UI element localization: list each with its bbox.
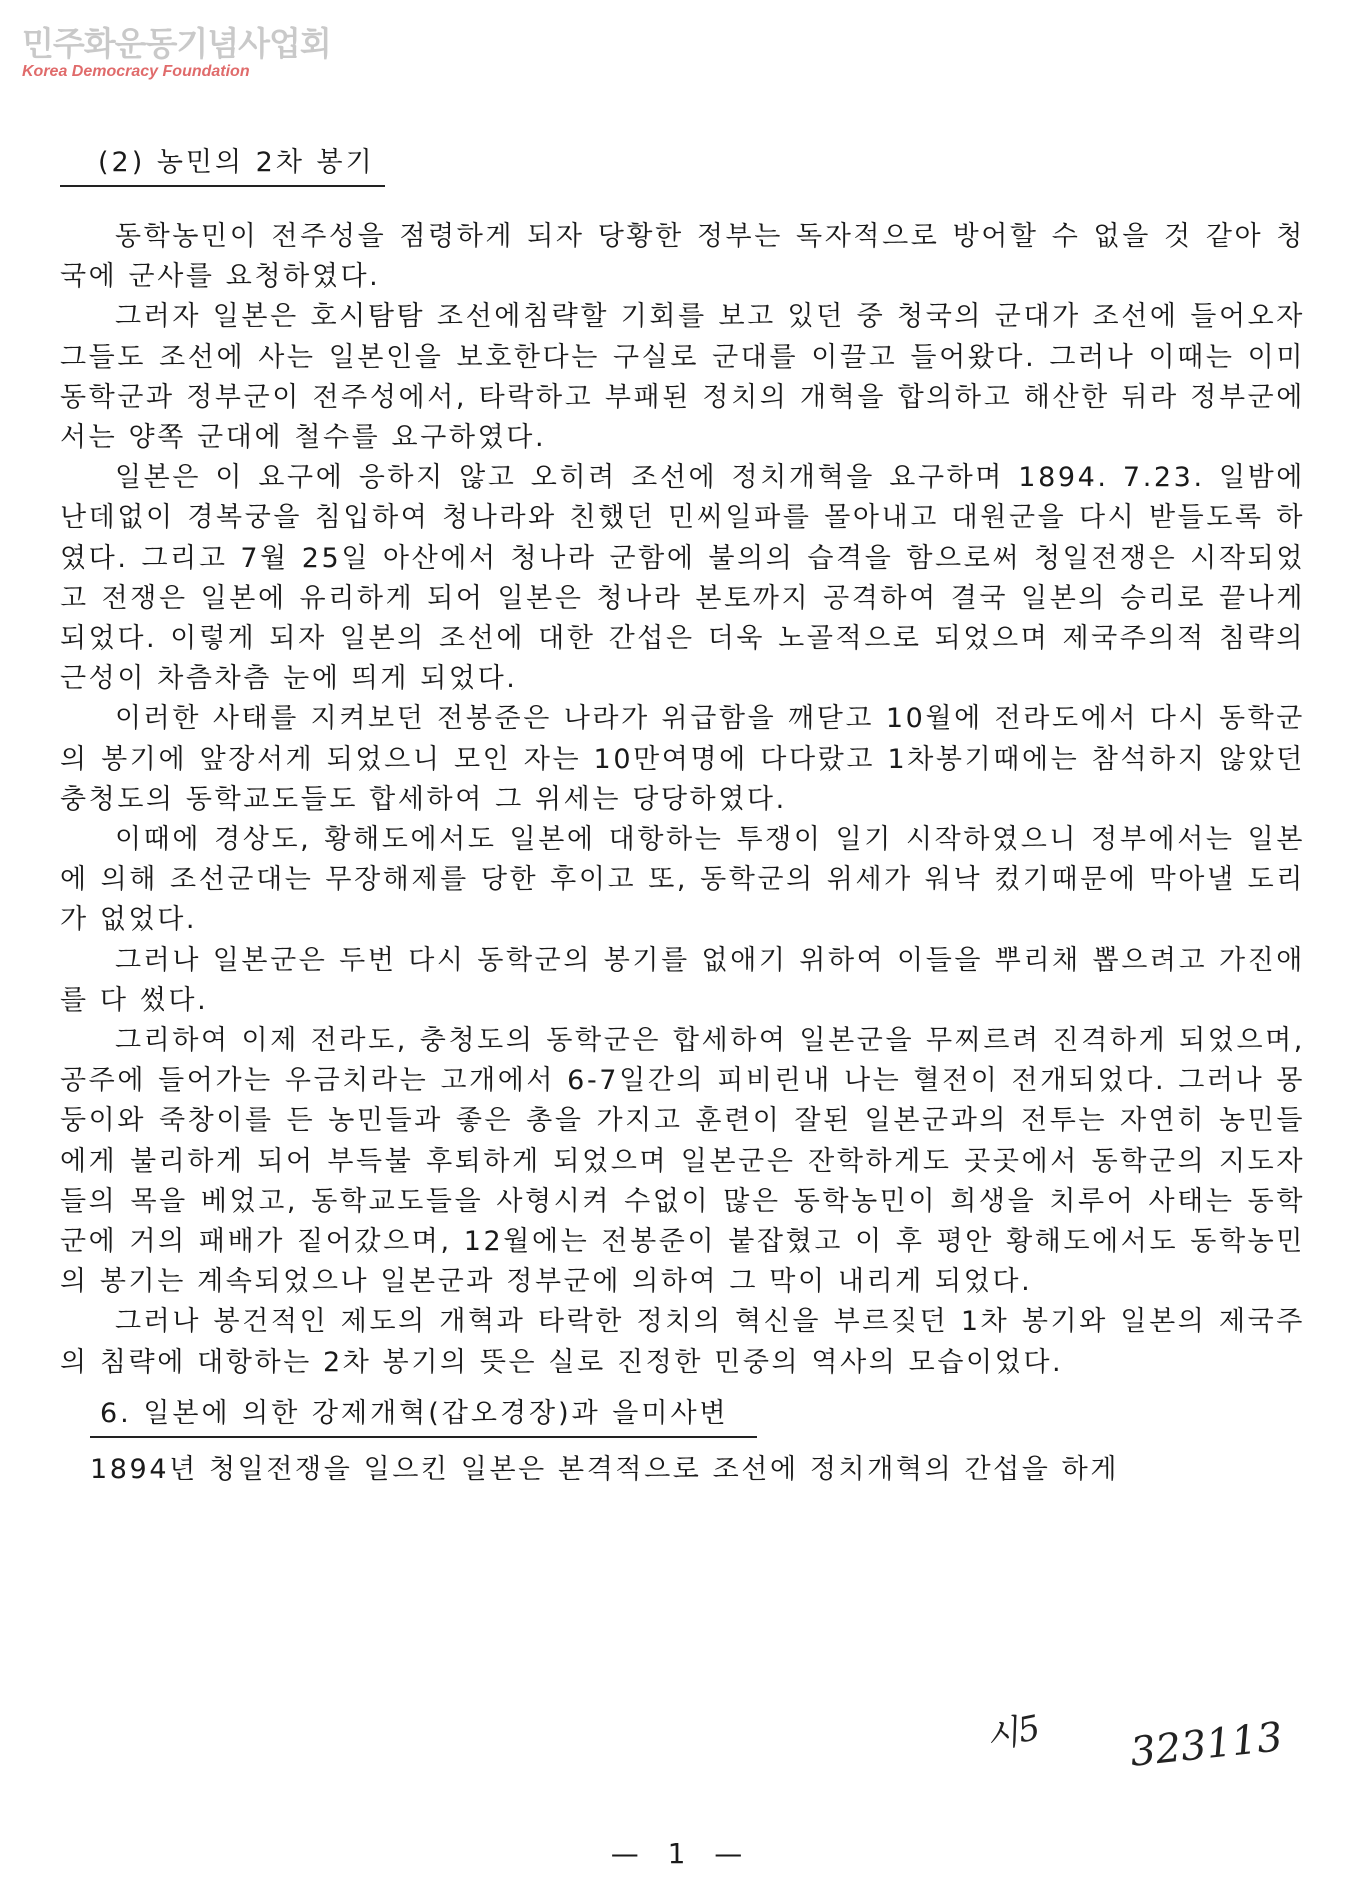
paragraph: 1894년 청일전쟁을 일으킨 일본은 본격적으로 조선에 정치개혁의 간섭을 하게 <box>90 1453 1120 1485</box>
paragraph: 동학농민이 전주성을 점령하게 되자 당황한 정부는 독자적으로 방어할 수 없을 것 같아 청국에 군사를 요청하였다. <box>60 221 1305 293</box>
handwritten-number: 323113 <box>1128 1714 1285 1776</box>
watermark-logo <box>22 18 331 81</box>
paragraph: 일본은 이 요구에 응하지 않고 오히려 조선에 정치개혁을 요구하며 1894. 7.23. 일밤에 난데없이 경복궁을 침입하여 청나라와 친했던 민씨일파를 몰아내고 대원군을 다시 받들도록 하였다. 그리고 7월 25일 아산에서 청나라 군함에 불의의 습격을 함으로써 청일전쟁은 시작되었고 전쟁은 일본에 유리하게 되어 일본은 청나라 본토까지 공격하여 결국 일본의 승리로 끝나게 되었다. 이렇게 되자 일본의 조선에 대한 간섭은 더욱 노골적으로 되었으며 제국주의적 침략의 근성이 차츰차츰 눈에 띄게 되었다. <box>60 462 1305 695</box>
paragraph: 그러나 봉건적인 제도의 개혁과 타락한 정치의 혁신을 부르짖던 1차 봉기와 일본의 제국주의 침략에 대항하는 2차 봉기의 뜻은 실로 진정한 민중의 역사의 모습이었다. <box>60 1306 1305 1378</box>
page-number: — 1 — <box>610 1837 753 1870</box>
handwritten-initials: 시5 <box>982 1707 1044 1759</box>
section-body <box>60 217 1305 1383</box>
watermark-korean: 민주화운동기념사업회 <box>22 24 331 63</box>
paragraph: 이때에 경상도, 황해도에서도 일본에 대항하는 투쟁이 일기 시작하였으니 정부에서는 일본에 의해 조선군대는 무장해제를 당한 후이고 또, 동학군의 위세가 워낙 컸기때문에 막아낼 도리가 없었다. <box>60 824 1305 936</box>
paragraph: 그러자 일본은 호시탐탐 조선에침략할 기회를 보고 있던 중 청국의 군대가 조선에 들어오자 그들도 조선에 사는 일본인을 보호한다는 구실로 군대를 이끌고 들어왔다. 그러나 이때는 이미 동학군과 정부군이 전주성에서, 타락하고 부패된 정치의 개혁을 합의하고 해산한 뒤라 정부군에서는 양쪽 군대에 철수를 요구하였다. <box>60 301 1305 454</box>
section-title-gabo-reform: 6. 일본에 의한 강제개혁(갑오경장)과 을미사변 <box>90 1391 757 1438</box>
section-title-peasant-uprising: (2) 농민의 2차 봉기 <box>60 140 385 187</box>
paragraph: 그리하여 이제 전라도, 충청도의 동학군은 합세하여 일본군을 무찌르려 진격하게 되었으며, 공주에 들어가는 우금치라는 고개에서 6-7일간의 피비린내 나는 혈전이 전개되었다. 그러나 몽둥이와 죽창이를 든 농민들과 좋은 총을 가지고 훈련이 잘된 일본군과의 전투는 자연히 농민들에게 불리하게 되어 부득불 후퇴하게 되었으며 일본군은 잔학하게도 곳곳에서 동학군의 지도자들의 목을 베었고, 동학교도들을 사형시켜 수없이 많은 동학농민이 희생을 치루어 사태는 동학군에 거의 패배가 짙어갔으며, 12월에는 전봉준이 붙잡혔고 이 후 평안 황해도에서도 동학농민의 봉기는 계속되었으나 일본군과 정부군에 의하여 그 막이 내리게 되었다. <box>60 1025 1305 1298</box>
document-page <box>60 140 1305 1490</box>
watermark-english: Korea Democracy Foundation <box>22 63 250 80</box>
paragraph: 그러나 일본군은 두번 다시 동학군의 봉기를 없애기 위하여 이들을 뿌리채 뽑으려고 가진애를 다 썼다. <box>60 944 1305 1016</box>
paragraph: 이러한 사태를 지켜보던 전봉준은 나라가 위급함을 깨닫고 10월에 전라도에서 다시 동학군의 봉기에 앞장서게 되었으니 모인 자는 10만여명에 다다랐고 1차봉기때에는 참석하지 않았던 충청도의 동학교도들도 합세하여 그 위세는 당당하였다. <box>60 703 1305 815</box>
